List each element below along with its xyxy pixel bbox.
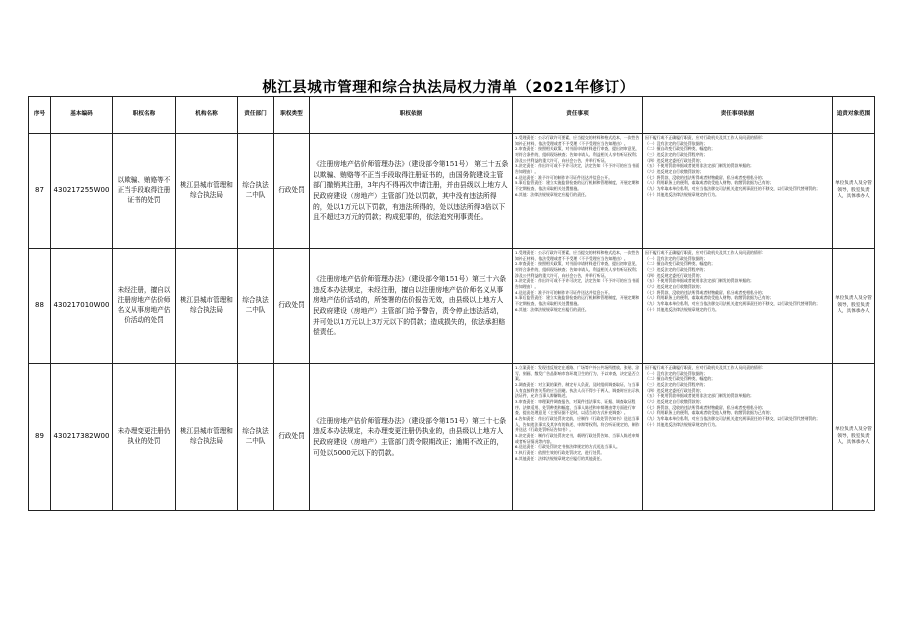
- duty-basis-line: （六）违反规定自行收缴罚款的；: [645, 398, 704, 404]
- cell-duty: [513, 134, 643, 249]
- cell-accountability: 单位负责人及分管领导，股室负责人，具体承办人: [833, 364, 875, 511]
- cell-name: 未经注册，擅自以注册房地产估价师名义从事房地产估价活动的处罚: [113, 249, 176, 364]
- duty-line: 2.审查责任：按照相关政策，对书面申请材料进行审查，提出初审意见，对符合条件的，组织现场核查；告知申请人、利益相关人享有听证权利；涉及公共利益的重大许可，向社会公告，并举行听证。: [515, 146, 640, 163]
- cell-seq: 87: [29, 134, 51, 249]
- duty-basis-line: （五）不使用罚款单据或者使用非法定部门制发的罚款单据的；: [645, 278, 754, 284]
- cell-type: 行政处罚: [274, 134, 310, 249]
- cell-basis: 《注册房地产估价师管理办法》（建设部令第151号）第三十六条 违反本办法规定，未经注册，擅自以注册房地产估价师名义从事房地产估价活动的，所签署的估价报告无效，由县级以上地方人民政府建设（房地产）主管部门给予警告，责令停止违法活动，并可处以1万元以上3万元以下的罚款；造成损失的，依法承担赔偿责任。: [310, 249, 513, 364]
- duty-basis-line: （八）利用职务上的便利，索取或者收受他人财物、收缴罚款据为己有的；: [645, 180, 774, 186]
- duty-basis-line: （一）没有法定的行政处罚依据的；: [645, 140, 708, 146]
- duty-basis-line: （八）利用职务上的便利，索取或者收受他人财物、收缴罚款据为己有的；: [645, 295, 774, 301]
- duty-basis-line: （二）擅自改变行政处罚种类、幅度的；: [645, 146, 716, 152]
- duty-basis-line: （二）擅自改变行政处罚种类、幅度的；: [645, 261, 716, 267]
- cell-duty: [513, 364, 643, 511]
- header-row: [29, 97, 875, 134]
- power-list-table: [28, 96, 875, 511]
- cell-code: 430217255W00: [51, 134, 113, 249]
- cell-dept: 综合执法二中队: [238, 364, 274, 511]
- table-row: [29, 249, 875, 364]
- duty-basis-line: （十）其他违反法律法规规章规定的行为。: [645, 191, 719, 197]
- duty-line: 5.决定责任：制作行政处罚决定书，载明行政处罚告知、当事人陈述申辩或者听证情况等内容。: [515, 432, 640, 444]
- header-org: 机构名称: [176, 97, 238, 134]
- duty-line: 2.审查责任：按照相关政策，对书面申请材料进行审查，提出初审意见，对符合条件的，组织现场核查；告知申请人、利益相关人享有听证权利；涉及公共利益的重大许可，向社会公告，并举行听证。: [515, 261, 640, 278]
- duty-basis-line: （二）擅自改变行政处罚种类、幅度的；: [645, 376, 716, 382]
- duty-line: 5.事后监管责任：建立实施监督检查的运行机制和管理制度，开展定期和不定期检查，依法采取相关处置措施。: [515, 295, 640, 306]
- cell-code: 430217382W00: [51, 364, 113, 511]
- cell-basis: 《注册房地产估价师管理办法》（建设部令第151号）第三十七条 违反本办法规定，未办理变更注册仍执业的，由县级以上地方人民政府建设（房地产）主管部门责令限期改正；逾期不改正的，可处以5000元以下的罚款。: [310, 364, 513, 511]
- cell-seq: 88: [29, 249, 51, 364]
- cell-seq: 89: [29, 364, 51, 511]
- duty-basis-line: （九）为牟取本单位私利，对应当依法移交司法机关追究刑事责任的不移交，以行政处罚代替刑罚的；: [645, 415, 821, 421]
- cell-dept: 综合执法二中队: [238, 134, 274, 249]
- cell-duty-basis: [643, 249, 833, 364]
- duty-basis-line: （四）违反规定委托行政处罚的；: [645, 272, 704, 278]
- header-basis: 职权依据: [310, 97, 513, 134]
- duty-basis-line: （五）不使用罚款单据或者使用非法定部门制发的罚款单据的；: [645, 163, 754, 169]
- cell-name: 以欺骗、贿赂等不正当手段取得注册证书的处罚: [113, 134, 176, 249]
- cell-duty-basis: [643, 364, 833, 511]
- duty-line: 8.其他责任：法律法规规章规定应履行的其他责任。: [515, 455, 605, 461]
- cell-org: 桃江县城市管理和综合执法局: [176, 134, 238, 249]
- duty-line: 6.其他：法律法规规章规定应履行的责任。: [515, 306, 589, 312]
- duty-basis-line: （四）违反规定委托行政处罚的；: [645, 387, 704, 393]
- duty-line: 6.其他：法律法规规章规定应履行的责任。: [515, 191, 589, 197]
- duty-basis-line: （七）将罚款、没收的违法所得或者财物截留、私分或者变相私分的；: [645, 404, 766, 410]
- cell-duty: [513, 249, 643, 364]
- duty-line: 1.立案责任：发现违反规定在道路、广场等户外公共场所摆放、张贴、涂写、刻画、散发广告品影响市容环境卫生的行为，予以审查，决定是否立案。: [515, 365, 640, 382]
- duty-basis-line: （九）为牟取本单位私利，对应当依法移交司法机关追究刑事责任的不移交，以行政处罚代替刑罚的；: [645, 300, 821, 306]
- header-code: 基本编码: [51, 97, 113, 134]
- duty-basis-line: （三）违反法定的行政处罚程序的；: [645, 266, 708, 272]
- duty-line: 1.受理责任：公示行政许可要素，应当提交的材料和格式范本，一次性告知补正材料，依法受理或者不予受理（不予受理应当告知理由）。: [515, 250, 640, 261]
- duty-line: 2.调查责任：对立案的案件，制定专人负责，及时组织调查取证，与当事人有直接利害关系的应当回避。执法人员不得少于两人，调查时应出示执法证件，允许当事人辩解陈述。: [515, 381, 640, 399]
- duty-basis-line: （一）没有法定的行政处罚依据的；: [645, 370, 708, 376]
- duty-basis-line: （九）为牟取本单位私利，对应当依法移交司法机关追究刑事责任的不移交，以行政处罚代替刑罚的；: [645, 185, 821, 191]
- duty-basis-line: （三）违反法定的行政处罚程序的；: [645, 151, 708, 157]
- cell-basis: 《注册房地产估价师管理办法》（建设部令第151号） 第三十五条 以欺骗、贿赂等不正当手段取得注册证书的，由国务院建设主管部门撤销其注册，3年内不得再次申请注册，并由县级以上地方人民政府建设（房地产）主管部门处以罚款，其中没有违法所得的，处以1万元以下罚款，有违法所得的，处以违法所得3倍以下且不超过3万元的罚款；构成犯罪的，依法追究刑事责任。: [310, 134, 513, 249]
- duty-line: 4.送达责任：准予许可的制作许可证件送达并信息公开。: [515, 289, 613, 295]
- duty-basis-line: （八）利用职务上的便利，索取或者收受他人财物、收缴罚款据为己有的；: [645, 410, 774, 416]
- cell-org: 桃江县城市管理和综合执法局: [176, 249, 238, 364]
- duty-line: 7.执行责任：依照生效的行政处罚决定，进行处罚。: [515, 449, 605, 455]
- duty-basis-line: （十）其他违反法律法规规章规定的行为。: [645, 421, 719, 427]
- duty-line: 4.告知责任：作出行政处罚决定前，应制作《行政处罚告知书》送达当事人，告知违法事实及其享有的陈述、申辩等权利。符合听证规定的，制作并送达《行政处罚听证告知书》。: [515, 415, 640, 433]
- cell-name: 未办理变更注册仍执业的处罚: [113, 364, 176, 511]
- cell-code: 430217010W00: [51, 249, 113, 364]
- duty-basis-line: （七）将罚款、没收的违法所得或者财物截留、私分或者变相私分的；: [645, 289, 766, 295]
- header-duty-basis: 责任事项依据: [643, 97, 833, 134]
- table-row: [29, 134, 875, 249]
- duty-basis-line: （一）没有法定的行政处罚依据的；: [645, 255, 708, 261]
- duty-line: 3.审查责任：审理案件调查报告，对案件违法事实、证据、调查取证程序、法律适用、处罚种类和幅度、当事人陈述和申辩理由等方面进行审查，提出处理意见（主要证据不足时，以适当的方式补充调查）。: [515, 398, 636, 416]
- duty-basis-line: 因不履行或不正确履行职责，应对行政机关及其工作人员问责的情形：: [645, 365, 766, 370]
- header-accountability: 追责对象范围: [833, 97, 875, 134]
- duty-basis-line: （五）不使用罚款单据或者使用非法定部门制发的罚款单据的；: [645, 393, 754, 399]
- duty-basis-line: （六）违反规定自行收缴罚款的；: [645, 168, 704, 174]
- duty-basis-line: 因不履行或不正确履行职责，应对行政机关及其工作人员问责的情形：: [645, 135, 766, 140]
- cell-dept: 综合执法二中队: [238, 249, 274, 364]
- duty-line: 4.送达责任：准予许可的制作许可证件送达并信息公开。: [515, 174, 613, 180]
- cell-type: 行政处罚: [274, 249, 310, 364]
- header-name: 职权名称: [113, 97, 176, 134]
- header-type: 职权类型: [274, 97, 310, 134]
- duty-basis-line: （六）违反规定自行收缴罚款的；: [645, 283, 704, 289]
- duty-basis-line: （十）其他违反法律法规规章规定的行为。: [645, 306, 719, 312]
- header-dept: 责任部门: [238, 97, 274, 134]
- duty-basis-line: （七）将罚款、没收的违法所得或者财物截留、私分或者变相私分的；: [645, 174, 766, 180]
- table-row: [29, 364, 875, 511]
- duty-basis-line: （四）违反规定委托行政处罚的；: [645, 157, 704, 163]
- cell-accountability: 单位负责人及分管领导，股室负责人，具体承办人: [833, 134, 875, 249]
- duty-line: 6.送达责任：行政处罚决定书按法律规定的方式送达当事人。: [515, 444, 620, 450]
- header-seq: 序号: [29, 97, 51, 134]
- duty-basis-line: （三）违反法定的行政处罚程序的；: [645, 381, 708, 387]
- duty-line: 1.受理责任：公示行政许可要素，应当提交的材料和格式范本，一次性告知补正材料，依法受理或者不予受理（不予受理应当告知理由）。: [515, 135, 640, 146]
- page-title: 桃江县城市管理和综合执法局权力清单（2021年修订）: [262, 80, 635, 96]
- duty-line: 3.决定责任：作出许可或不予许可决定，法定告知（不予许可的应当书面告知理由）。: [515, 278, 640, 289]
- cell-org: 桃江县城市管理和综合执法局: [176, 364, 238, 511]
- cell-type: 行政处罚: [274, 364, 310, 511]
- cell-accountability: 单位负责人及分管领导，股室负责人，具体承办人: [833, 249, 875, 364]
- header-duty: 责任事项: [513, 97, 643, 134]
- duty-line: 5.事后监管责任：建立实施监督检查的运行机制和管理制度，开展定期和不定期检查，依法采取相关处置措施。: [515, 180, 640, 191]
- duty-line: 3.决定责任：作出许可或不予许可决定，法定告知（不予许可的应当书面告知理由）。: [515, 163, 640, 174]
- cell-duty-basis: [643, 134, 833, 249]
- duty-basis-line: 因不履行或不正确履行职责，应对行政机关及其工作人员问责的情形：: [645, 250, 766, 255]
